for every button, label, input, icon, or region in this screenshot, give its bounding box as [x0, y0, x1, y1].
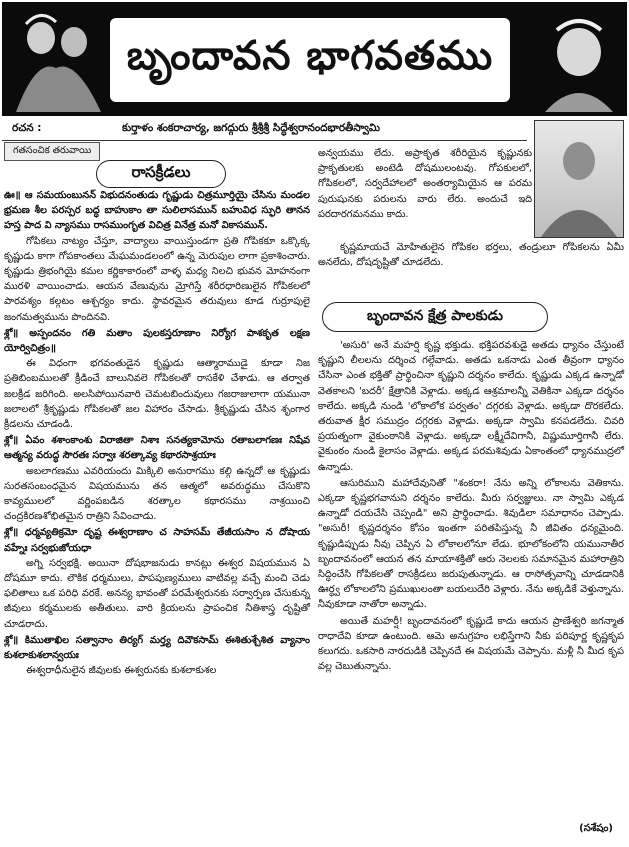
section-heading-rasakreedalu: రాసక్రీడలు — [96, 160, 226, 188]
paragraph: అయితే మహర్షీ! బృందావనంలో కృష్ణుడే కాదు ఆయన ప్రాణేశ్వరి జగన్మాత రాధాదేవి కూడా ఉంటుంది. ఆమె అనుగ్రహం లభిస్తేగాని నీకు పరిపూర్ణ కృష్ణకృప కలుగదు. ఒకసారి నారదుడికి చెప్పినదే ఈ విషయమే చెప్పాను. మళ్లీ నీ మీద కృప వల్ల చెబుతున్నాను. — [318, 615, 624, 673]
paragraph: కృష్ణమాయచే మోహితులైన గోపికల భర్తలు, తండ్రులూ గోపికలను ఏమీ అనలేదు, దోషదృష్టితో చూడలేదు. — [318, 242, 624, 269]
paragraph: అబలాగణము ఎవరియందు మిక్కిలి అనురాగము కల్గి ఉన్నదో ఆ కృష్ణుడు సురతసంబంధమైన విషయమును తన ఆత్మలో అవరుద్ధము చేసుకొని కావ్యములలో వర్ణింపబడిన శరత్కాల కథారసము నాశ్రయించి చంద్రకిరణశోభితమైన రాత్రిని సేవించాడు. — [4, 465, 310, 523]
paragraph: 'అసురి' అనే మహర్షి కృష్ణ భక్తుడు. భక్తిపరవశుడై అతడు ధ్యానం చేస్తుంటే కృష్ణుని లీలలను దర్శించ గల్గేవాడు. అతడు ఒకనాడు ఎంత తీవ్రంగా ధ్యానం చేసినా ఎంత భక్తితో ప్రార్థించినా కృష్ణుని దర్శనం కాలేదు. కృష్ణుడు ఎక్కడ ఉన్నాడో వెతకాలని 'బదరీ' క్షేత్రానికి వెళ్లాడు. అక్కడ ఆశ్రమాలన్నీ వెతికినా ఎక్కడా దర్శనం కాలేదు. అక్కడి నుండి 'లోకాలోక పర్వతం' దగ్గరకు వెళ్లాడు. అక్కడా దొరకలేదు. తరువాత క్షీర సముద్రం దగ్గరకు వెళ్లాడు. అక్కడా స్వామి కనపడలేదు. చివరి ప్రయత్నంగా వైకుంఠానికి వెళ్లాడు. అక్కడా లక్ష్మీదేవిగానీ, విష్ణుమూర్తిగానీ లేరు. వైకుంఠం నుండి కైలాసం వెళ్లాడు. అక్కడ పరమశివుడు ఏకాంతంలో ధ్యానముద్రలో ఉన్నాడు. — [318, 340, 624, 473]
right-mid-column — [318, 240, 624, 271]
paragraph: గోపికలు నాట్యం చేస్తూ, వాద్యాలు వాయిస్తుండగా ప్రతి గోపికకూ ఒక్కొక్క కృష్ణుడు కాగా గోపకాంతలు మేఘమండలంలో ఉన్న మెరుపుల లాగా ప్రకాశించారు. కృష్ణుడు త్రిభంగియై కమల కర్ణికాకారంలో వాళ్ళ మధ్య నిలచి భువన మోహనంగా మురళి వాయించాడు. ఆయన వేణువును మ్రోగిస్తే శరీరధారిణులైన గోపికలలో పారవశ్యం కల్గటం ఆశ్చర్యం కాదు. స్థావరమైన తరువులు కూడ గుర్రూపులై జంగమత్వమును పొందినవి. — [4, 235, 310, 323]
left-column — [4, 188, 310, 680]
author-line — [2, 118, 527, 141]
header-banner — [2, 2, 627, 116]
paragraph: అన్వయము లేదు. అప్రాకృత శరీరియైన కృష్ణునకు ప్రాకృతులకు అంటెడి దోషములంటవు. గోపకులలో, గోపికలలో, సర్వదేహాలలో అంతర్యామియైన ఆ పరమ పురుషునకు పరులను వారు లేరు. అందుచే ఇది పరదారగమనము కాదు. — [318, 148, 532, 220]
verse-block: శ్లో॥ అస్పందనం గతి మతాం పులకస్తరూణాం నిర్యోగ పాశకృత లక్షణ యోర్విచిత్రం॥ — [4, 327, 310, 355]
right-top-column — [318, 146, 532, 223]
page-title: బృందావన భాగవతము — [110, 18, 510, 102]
paragraph: ఈశ్వరాధీనులైన జీవులకు ఈశ్వరునకు కుశలాకుశల — [26, 665, 217, 677]
radha-krishna-illustration — [6, 8, 106, 112]
paragraph: అగ్ని సర్వభక్షి. అయినా దోషభాజనుడు కానట్లు ఈశ్వర విషయమున ఏ దోషమూ కాదు. లౌకిక ధర్మములు, పాపపుణ్యములు వాటివల్ల వచ్చే మంచి చెడు ఫలితాలు ఒక పరిధి వరకే. అనన్య భావంతో పరమేశ్వరునకు సర్వార్పణ చేసుకున్న జీవులు కర్మములకు అతీతులు. వారి క్రియలను ప్రాపంచిక నీతిశాస్త్ర దృష్టితో చూడరాదు. — [4, 557, 310, 630]
continued-tag: గతసంచిక తరువాయి — [4, 142, 100, 161]
continued-signature: (సశేషం) — [579, 823, 613, 834]
author-label: రచన : — [12, 121, 42, 134]
paragraph: ఈ విధంగా భగవంతుడైన కృష్ణుడు ఆత్మారాముడై కూడా నిజ ప్రతిబింబములతో క్రీడించే బాలునివలె గోపికలతో రాసకేళి చేశాడు. ఆ తర్వాత జలక్రీడ జరిగింది. అలసిపోయినవారి చెమటబిందువులు గజరాజులాగా యమునా జలాలలో శ్రీకృష్ణుడు గోపికలతో జల విహారం చేసాడు. శ్రీకృష్ణుడు చేసిన శృంగార క్రీడలను చూడండి. — [4, 358, 310, 431]
paragraph: ఆసురిముని మహాదేవునితో "శంకరా! నేను అన్ని లోకాలను వెతికాను. ఎక్కడా కృష్ణభగవానుని దర్శనం కాలేదు. మీరు సర్వజ్ఞులు. నా స్వామి ఎక్కడ ఉన్నాడో దయచేసి చెప్పండి" అని ప్రార్థించాడు. శివుడిలా సమాధానం చెప్పాడు. "అసురీ! కృష్ణదర్శనం కోసం ఇంతగా పరితపిస్తున్న నీ జీవితం ధన్యమైంది. కృష్ణుడిప్పుడు నీవు చెప్పిన ఏ లోకాలలోనూ లేడు. భూలోకంలోని యమునాతీర బృందావనంలో ఆయన తన మాయాశక్తితో ఆరు నెలలకు సమానమైన మహారాత్రిని సిద్ధించేసి గోపికలతో రాసక్రీడలు జరుపుతున్నాడు. ఆ రాసోత్సవాన్ని చూడడానికి ఊర్ధ్వ లోకాలలోని ప్రముఖులంతా బయలుదేరి వెళ్లారు. నేను అక్కడికే వెళ్తున్నాను. నీవుకూడా నాతోరా అన్నాడు. — [318, 477, 624, 611]
right-column — [318, 338, 624, 675]
swami-portrait-icon — [535, 121, 623, 237]
section-heading-kshetra-palakudu: బృందావన క్షేత్ర పాలకుడు — [322, 302, 548, 332]
author-photo — [534, 120, 624, 238]
verse-block: శ్లో॥ కిముతాఖిల సత్వానాం తిర్యగ్ మర్త్య దివౌకసామ్ ఈశితుశ్చేశిత వ్యానాం కుశలాకుశలాన్వయః — [4, 634, 310, 662]
verse-block: శ్లో॥ ధర్మవ్యతిక్రమో దృష్ట ఈశ్వరాణాం చ సాహసమ్ తేజీయసాం న దోషాయ వహ్నేః సర్వభుజోయధా — [4, 527, 310, 554]
verse-block: ఊ॥ ఆ సమయంబునన్ విభుదనంతుడు గృష్ణుడు చిత్రమూర్తియై చేసిను మండల భ్రమణ శీల పరస్పర బద్ధ బాహుకాం తా సులిలాసమున్ బహువిధ స్ఫురి తానన హస్త పాద వి న్యాసము రాసముంగృత విచిత్ర వినేత్ర మనో వికాసమున్. — [4, 190, 310, 232]
verse-block: శ్లో॥ ఏవం శశాంకాంశు విరాజితా నిశాః సనత్యకామోను రతాబలాగణః నిషేవ ఆత్మన్య వరుద్ధ సౌరతః సర్వాః శరత్కావ్య కథారసాశ్రయాః — [4, 435, 310, 462]
author-name: కుర్తాళం శంకరాచార్య, జగద్గురు శ్రీశ్రీశ్రీ సిద్ధేశ్వరానందభారతీస్వామి — [122, 121, 381, 134]
child-krishna-illustration — [527, 8, 623, 112]
